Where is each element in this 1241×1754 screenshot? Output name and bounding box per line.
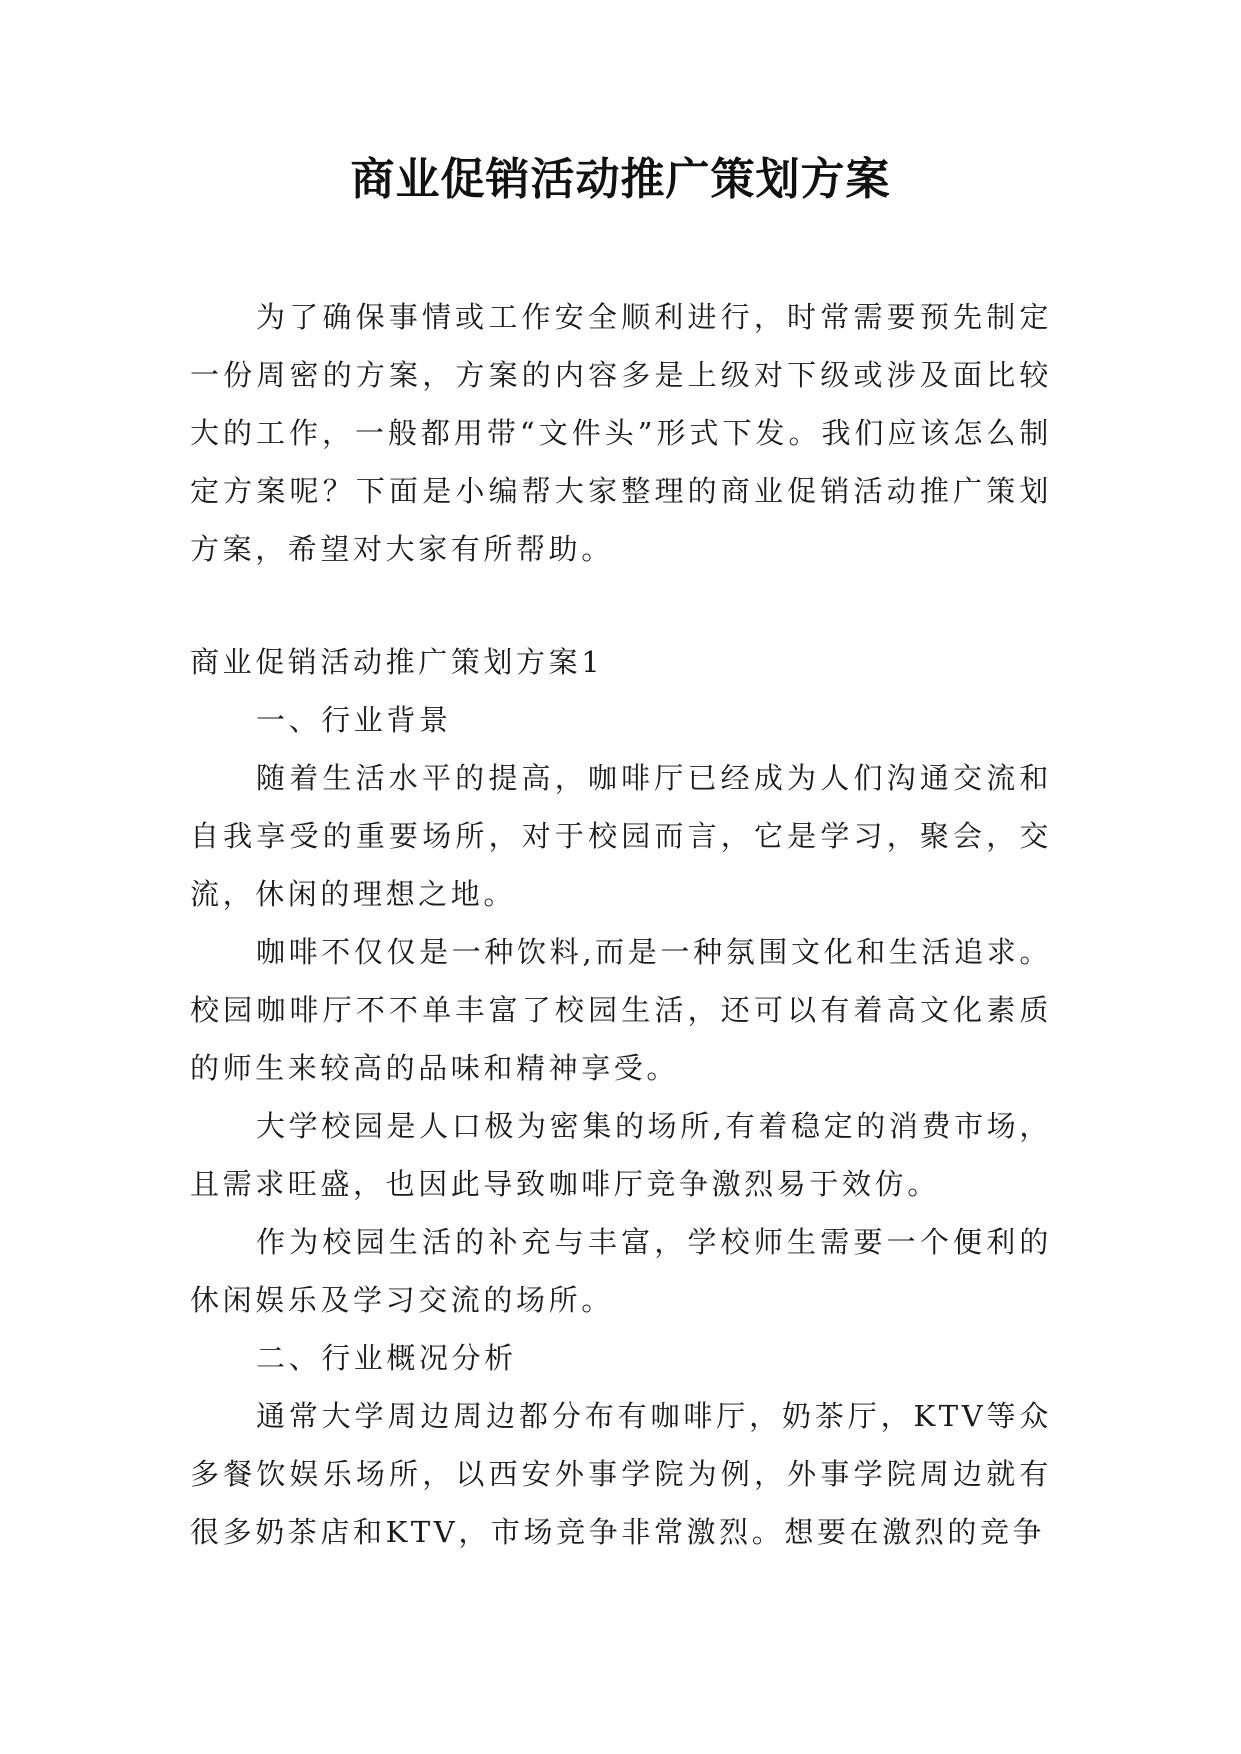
intro-paragraph: 为了确保事情或工作安全顺利进行，时常需要预先制定一份周密的方案，方案的内容多是上级对下级或涉及面比较大的工作，一般都用带“文件头”形式下发。我们应该怎么制定方案呢？下面是小编帮大家整理的商业促销活动推广策划方案，希望对大家有所帮助。 (190, 300, 1052, 566)
section-title: 商业促销活动推广策划方案1 (190, 645, 604, 679)
body-paragraph: 随着生活水平的提高，咖啡厅已经成为人们沟通交流和自我享受的重要场所，对于校园而言，它是学习，聚会，交流，休闲的理想之地。 (190, 761, 1052, 911)
body-paragraph: 大学校园是人口极为密集的场所,有着稳定的消费市场，且需求旺盛，也因此导致咖啡厅竞争激烈易于效仿。 (190, 1109, 1052, 1201)
body-paragraph: 咖啡不仅仅是一种饮料,而是一种氛围文化和生活追求。校园咖啡厅不不单丰富了校园生活，还可以有着高文化素质的师生来较高的品味和精神享受。 (190, 935, 1052, 1085)
body-paragraph: 通常大学周边周边都分布有咖啡厅，奶茶厅，KTV等众多餐饮娱乐场所，以西安外事学院为例，外事学院周边就有很多奶茶店和KTV，市场竞争非常激烈。想要在激烈的竞争 (190, 1399, 1052, 1549)
body-paragraph: 作为校园生活的补充与丰富，学校师生需要一个便利的休闲娱乐及学习交流的场所。 (190, 1225, 1052, 1317)
heading-industry-overview: 二、行业概况分析 (256, 1341, 517, 1375)
document-title: 商业促销活动推广策划方案 (350, 154, 891, 205)
heading-industry-background: 一、行业背景 (256, 703, 452, 737)
section-block (190, 633, 1052, 1561)
intro-block (190, 288, 1052, 578)
